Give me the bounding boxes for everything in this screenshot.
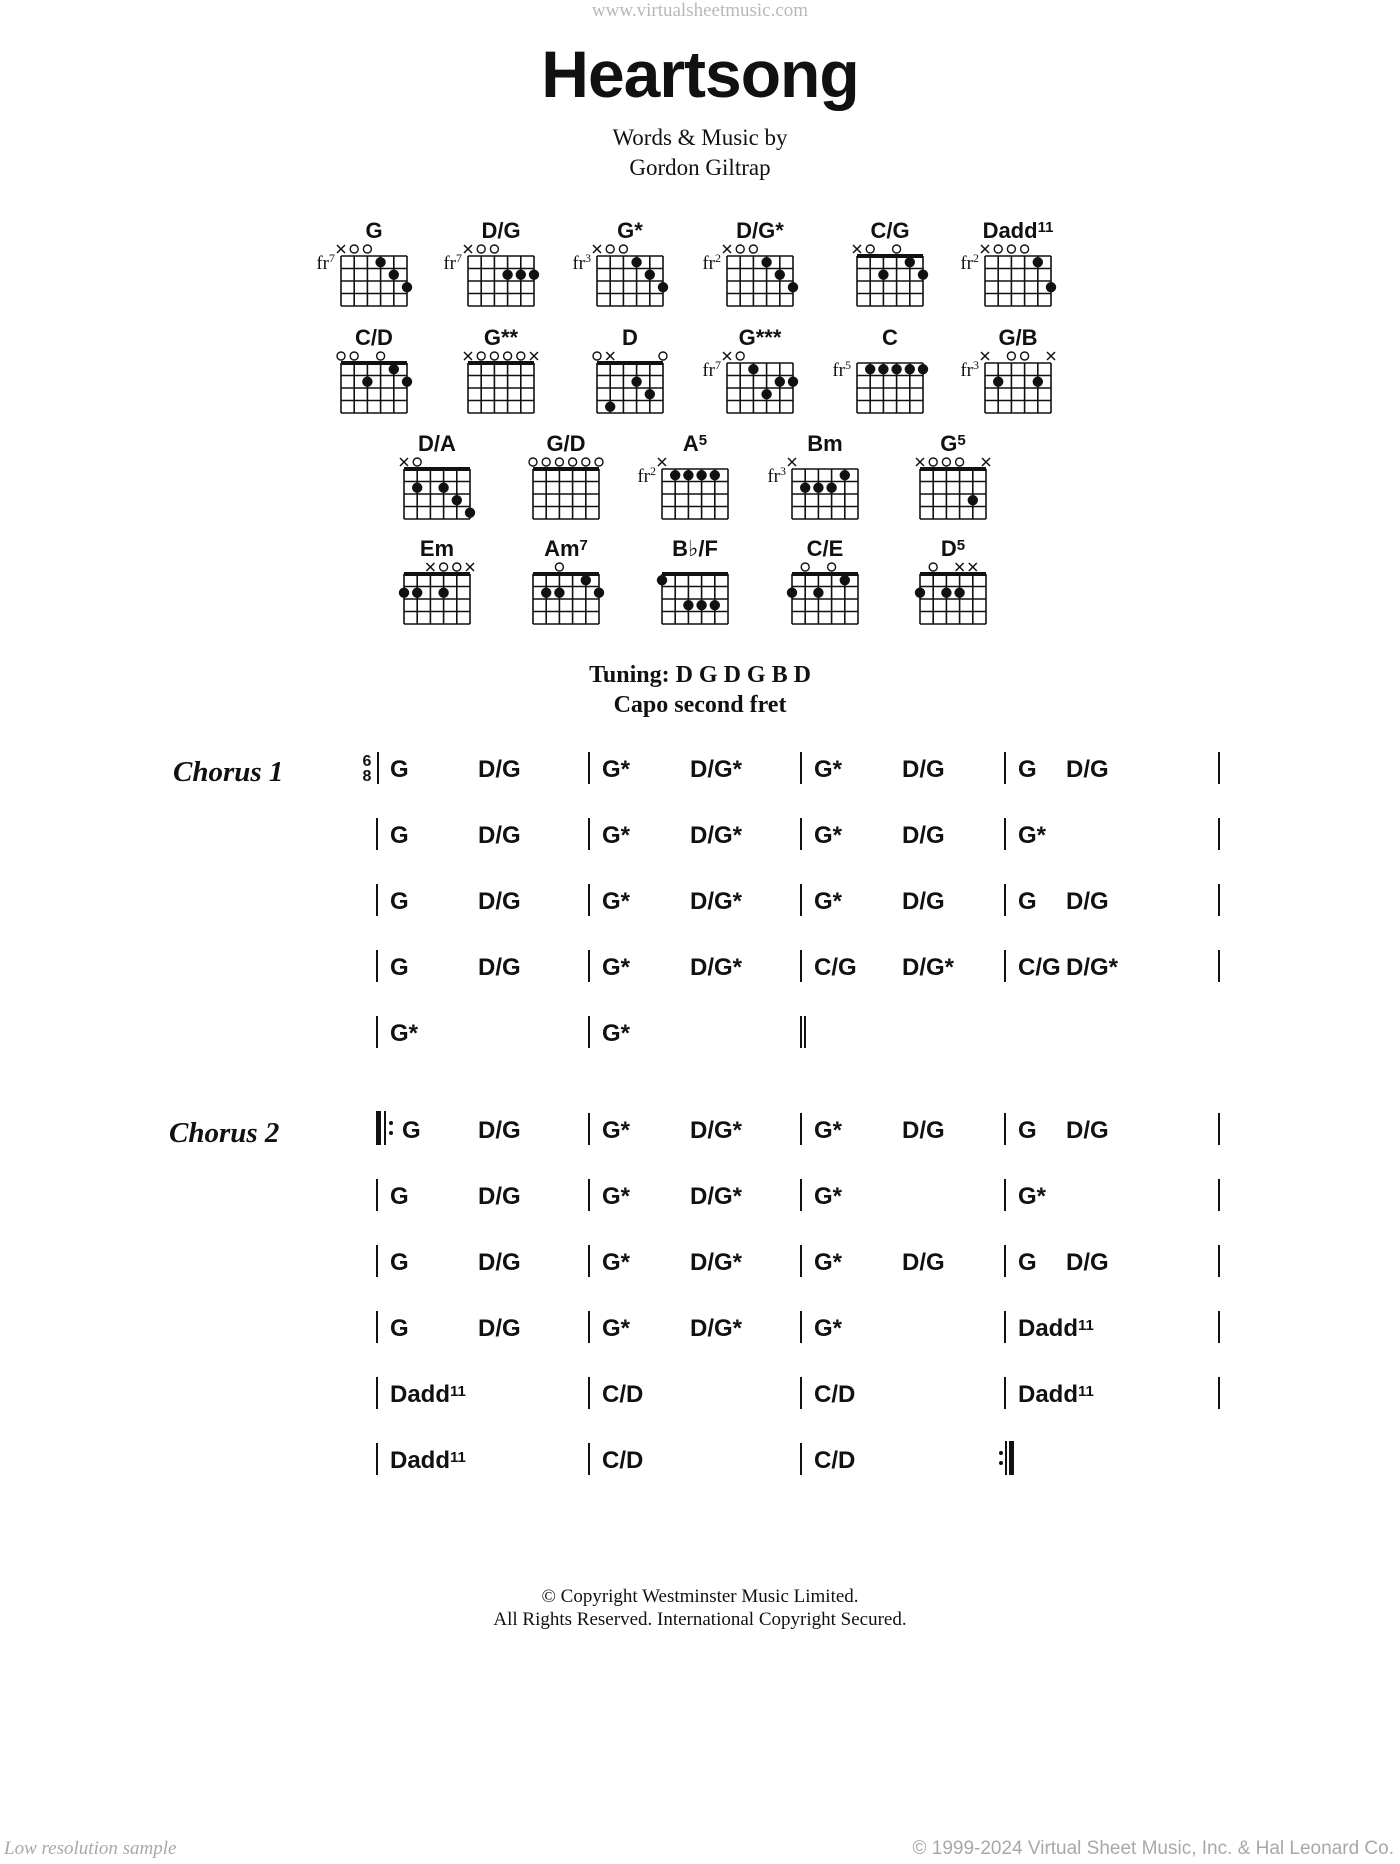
finger-dot: [605, 402, 615, 412]
finger-dot: [683, 470, 693, 480]
finger-dot: [968, 495, 978, 505]
double-barline-thin: [804, 1016, 806, 1048]
chord-symbol: D/G*: [690, 954, 743, 981]
chord-diagram-bm: [767, 431, 858, 519]
finger-dot: [375, 257, 385, 267]
chord-name: D/G*: [736, 218, 784, 243]
chord-name: G/B: [998, 325, 1038, 350]
chord-symbol: G*: [602, 1315, 631, 1342]
barline: [1218, 752, 1220, 784]
time-signature: [361, 754, 373, 784]
chord-symbol: D/G*: [690, 1183, 743, 1210]
chord-symbol: G*: [602, 756, 631, 783]
finger-dot: [516, 270, 526, 280]
chord-diagram-chart: [0, 0, 1400, 640]
barline: [376, 1443, 378, 1475]
barline: [588, 1179, 590, 1211]
chord-symbol: D/G: [478, 954, 521, 981]
barline: [800, 1377, 802, 1409]
chord-diagram-c-d: [337, 325, 412, 413]
chord-symbol: Dadd$^{11}$: [390, 1381, 466, 1408]
chord-symbol: G*: [602, 954, 631, 981]
chord-symbol: D/G: [902, 888, 945, 915]
chord-symbol: D/G: [478, 1315, 521, 1342]
finger-dot: [826, 483, 836, 493]
chord-symbol: G*: [814, 1183, 843, 1210]
chord-symbol: G*: [1018, 1183, 1047, 1210]
chord-symbol: C/D: [602, 1447, 644, 1474]
barline: [1004, 752, 1006, 784]
watermark-url: www.virtualsheetmusic.com: [591, 0, 809, 21]
finger-dot: [658, 282, 668, 292]
finger-dot: [529, 270, 539, 280]
section-label: Chorus 1: [173, 756, 284, 788]
barline: [800, 818, 802, 850]
chord-symbol: G: [390, 822, 409, 849]
barline: [1218, 884, 1220, 916]
chord-symbol: D/G*: [690, 1315, 743, 1342]
chord-name: $D^5$: [940, 536, 966, 561]
finger-dot: [918, 364, 928, 374]
barline: [800, 1113, 802, 1145]
finger-dot: [402, 282, 412, 292]
chord-name: $A^5$: [682, 431, 708, 456]
chord-symbol: G*: [814, 888, 843, 915]
fret-number: $fr^3$: [960, 358, 979, 381]
chord-symbol: D/G: [1066, 1249, 1109, 1276]
finger-dot: [541, 588, 551, 598]
chord-diagram-d: [593, 325, 667, 413]
chord-symbol: G: [402, 1117, 421, 1144]
chord-symbol: D/G*: [690, 888, 743, 915]
chord-diagram-g-star-star-star: [702, 325, 798, 413]
barline: [1004, 1377, 1006, 1409]
finger-dot: [761, 257, 771, 267]
chord-symbol: G: [390, 1249, 409, 1276]
chord-name: G**: [483, 325, 519, 350]
barline: [376, 818, 378, 850]
finger-dot: [402, 377, 412, 387]
barline: [588, 1245, 590, 1277]
finger-dot: [502, 270, 512, 280]
chord-diagram-a5: [637, 431, 728, 519]
barline: [588, 884, 590, 916]
fret-number: $fr^2$: [702, 251, 721, 274]
chord-diagram-g-d: [529, 431, 603, 519]
chord-diagram-am7: [533, 536, 604, 624]
chord-symbol: D/G: [478, 1117, 521, 1144]
finger-dot: [775, 270, 785, 280]
fret-number: $fr^5$: [832, 358, 851, 381]
barline: [1218, 1179, 1220, 1211]
chord-name: G/D: [546, 431, 586, 456]
finger-dot: [761, 389, 771, 399]
time-signature-bottom: 8: [362, 768, 372, 785]
repeat-end-thick-bar: [1009, 1441, 1014, 1475]
barline: [1004, 1179, 1006, 1211]
repeat-end-thin-bar: [1005, 1441, 1007, 1475]
chord-symbol: D/G: [902, 1117, 945, 1144]
chord-diagram-bb-f: [657, 536, 728, 624]
tuning-text: Tuning: D G D G B D: [589, 662, 811, 688]
finger-dot: [438, 588, 448, 598]
chord-name: Dadd$^{11}$: [982, 218, 1054, 243]
chord-name: Em: [419, 536, 455, 561]
chord-name: $G^5$: [940, 431, 966, 456]
chord-symbol: C/G: [814, 954, 857, 981]
finger-dot: [710, 600, 720, 610]
chord-name: C/D: [355, 325, 393, 350]
finger-dot: [389, 364, 399, 374]
barline: [1004, 1311, 1006, 1343]
time-signature-bar: [377, 752, 379, 784]
chord-symbol: Dadd$^{11}$: [1018, 1315, 1094, 1342]
chord-symbol: D/G*: [690, 1117, 743, 1144]
barline: [588, 1113, 590, 1145]
chord-symbol: G*: [1018, 822, 1047, 849]
footer-copyright: © 1999-2024 Virtual Sheet Music, Inc. & Hal Leonard Co.: [912, 1838, 1394, 1859]
page-title: Heartsong: [541, 37, 859, 111]
chord-name: C: [882, 325, 898, 350]
credit-line-2: Gordon Giltrap: [629, 155, 771, 180]
barline: [1218, 818, 1220, 850]
chord-diagram-c-g: [853, 218, 928, 306]
chord-symbol: C/D: [814, 1381, 856, 1408]
barline: [1218, 1377, 1220, 1409]
finger-dot: [775, 377, 785, 387]
chord-diagram-d-g-star: [702, 218, 798, 306]
repeat-dot: [389, 1121, 393, 1125]
chord-symbol: D/G: [1066, 888, 1109, 915]
finger-dot: [657, 575, 667, 585]
finger-dot: [438, 483, 448, 493]
chord-symbol: G*: [602, 1020, 631, 1047]
chord-symbol: C/G: [1018, 954, 1061, 981]
chord-symbol: G: [390, 1183, 409, 1210]
barline: [800, 1311, 802, 1343]
finger-dot: [362, 377, 372, 387]
time-signature-top: 6: [362, 753, 372, 770]
chord-symbol: D/G: [478, 1249, 521, 1276]
chord-diagram-g-star: [572, 218, 668, 306]
barline: [1218, 950, 1220, 982]
chord-symbol: D/G: [478, 1183, 521, 1210]
finger-dot: [800, 483, 810, 493]
finger-dot: [645, 270, 655, 280]
barline: [376, 884, 378, 916]
chord-symbol: D/G: [902, 822, 945, 849]
finger-dot: [452, 495, 462, 505]
chord-symbol: G*: [814, 822, 843, 849]
chord-diagram-g-star-star: [464, 325, 538, 413]
chord-symbol: D/G: [478, 888, 521, 915]
chord-diagram-c-e: [787, 536, 858, 624]
chord-symbol: D/G*: [690, 822, 743, 849]
copyright-line-2: All Rights Reserved. International Copyright Secured.: [493, 1609, 907, 1630]
barline: [1004, 818, 1006, 850]
chord-name: B♭/F: [672, 536, 718, 561]
chord-symbol: G: [1018, 1249, 1037, 1276]
barline: [1004, 1245, 1006, 1277]
chord-symbol: G*: [814, 1249, 843, 1276]
barline: [800, 1443, 802, 1475]
finger-dot: [993, 377, 1003, 387]
chord-symbol: G: [1018, 756, 1037, 783]
chord-symbol: G: [1018, 888, 1037, 915]
finger-dot: [915, 588, 925, 598]
finger-dot: [865, 364, 875, 374]
chord-diagram-c: [832, 325, 928, 413]
chord-name: D/G: [481, 218, 521, 243]
finger-dot: [905, 364, 915, 374]
credit-line-1: Words & Music by: [612, 125, 788, 150]
chord-symbol: D/G: [478, 756, 521, 783]
chord-name: Am$^7$: [544, 536, 588, 561]
finger-dot: [554, 588, 564, 598]
chord-symbol: G*: [602, 1117, 631, 1144]
chord-symbol: D/G: [1066, 756, 1109, 783]
chord-diagram-g-b: [960, 325, 1055, 413]
chord-symbol: D/G*: [902, 954, 955, 981]
barline: [800, 884, 802, 916]
chord-symbol: D/G: [902, 756, 945, 783]
finger-dot: [631, 257, 641, 267]
chord-symbol: D/G*: [690, 756, 743, 783]
barline: [1004, 1113, 1006, 1145]
barline: [588, 752, 590, 784]
chord-symbol: G: [390, 1315, 409, 1342]
chord-diagram-em: [399, 536, 474, 624]
barline: [588, 1016, 590, 1048]
finger-dot: [389, 270, 399, 280]
repeat-dot: [999, 1451, 1003, 1455]
finger-dot: [594, 588, 604, 598]
finger-dot: [905, 257, 915, 267]
barline: [588, 818, 590, 850]
chord-name: G: [365, 218, 383, 243]
chord-symbol: C/D: [814, 1447, 856, 1474]
chord-symbol: G: [390, 954, 409, 981]
fret-number: $fr^3$: [572, 251, 591, 274]
chord-symbol: G*: [814, 1117, 843, 1144]
chord-name: D/A: [418, 431, 456, 456]
finger-dot: [683, 600, 693, 610]
fret-number: $fr^2$: [637, 464, 656, 487]
finger-dot: [813, 483, 823, 493]
chord-diagram-d5: [915, 536, 986, 624]
chord-name: D: [622, 325, 638, 350]
chord-symbol: G*: [390, 1020, 419, 1047]
finger-dot: [399, 588, 409, 598]
barline: [800, 752, 802, 784]
barline: [376, 1311, 378, 1343]
finger-dot: [840, 575, 850, 585]
finger-dot: [581, 575, 591, 585]
finger-dot: [412, 588, 422, 598]
fret-number: $fr^7$: [702, 358, 721, 381]
finger-dot: [813, 588, 823, 598]
fret-number: $fr^2$: [960, 251, 979, 274]
finger-dot: [954, 588, 964, 598]
chord-symbol: D/G*: [690, 1249, 743, 1276]
finger-dot: [1033, 377, 1043, 387]
finger-dot: [788, 282, 798, 292]
finger-dot: [748, 364, 758, 374]
chord-symbol: D/G*: [1066, 954, 1119, 981]
chord-symbol: Dadd$^{11}$: [390, 1447, 466, 1474]
chord-symbol: G*: [814, 1315, 843, 1342]
barline: [376, 1016, 378, 1048]
chord-symbol: G*: [602, 1183, 631, 1210]
chord-name: C/G: [870, 218, 910, 243]
capo-text: Capo second fret: [613, 692, 787, 718]
finger-dot: [645, 389, 655, 399]
copyright-line-1: © Copyright Westminster Music Limited.: [541, 1586, 859, 1607]
finger-dot: [878, 364, 888, 374]
finger-dot: [670, 470, 680, 480]
finger-dot: [696, 600, 706, 610]
chord-name: G*: [617, 218, 643, 243]
finger-dot: [1046, 282, 1056, 292]
barline: [376, 1245, 378, 1277]
chord-name: G***: [738, 325, 782, 350]
barline: [376, 1377, 378, 1409]
chord-symbol: G*: [814, 756, 843, 783]
finger-dot: [1033, 257, 1043, 267]
chord-symbol: G*: [602, 888, 631, 915]
finger-dot: [631, 377, 641, 387]
finger-dot: [840, 470, 850, 480]
chord-symbol: D/G: [478, 822, 521, 849]
barline: [800, 1179, 802, 1211]
chord-symbol: D/G: [902, 1249, 945, 1276]
chord-symbol: G: [1018, 1117, 1037, 1144]
barline: [376, 950, 378, 982]
chord-symbol: D/G: [1066, 1117, 1109, 1144]
barline: [1004, 950, 1006, 982]
finger-dot: [787, 588, 797, 598]
chord-diagram-d-a: [400, 431, 475, 519]
barline: [1218, 1311, 1220, 1343]
finger-dot: [941, 588, 951, 598]
chord-name: C/E: [806, 536, 844, 561]
fret-number: $fr^3$: [767, 464, 786, 487]
chord-symbol: Dadd$^{11}$: [1018, 1381, 1094, 1408]
low-resolution-notice: Low resolution sample: [4, 1838, 177, 1859]
barline: [588, 950, 590, 982]
repeat-dot: [999, 1461, 1003, 1465]
finger-dot: [412, 483, 422, 493]
fret-number: $fr^7$: [316, 251, 335, 274]
barline: [1218, 1245, 1220, 1277]
chord-symbol: G: [390, 756, 409, 783]
repeat-start-thick-bar: [376, 1111, 381, 1145]
finger-dot: [918, 270, 928, 280]
finger-dot: [465, 508, 475, 518]
finger-dot: [891, 364, 901, 374]
chord-symbol: G: [390, 888, 409, 915]
barline: [588, 1311, 590, 1343]
finger-dot: [710, 470, 720, 480]
finger-dot: [788, 377, 798, 387]
repeat-dot: [389, 1131, 393, 1135]
barline: [1004, 884, 1006, 916]
barline: [588, 1443, 590, 1475]
barline: [800, 950, 802, 982]
chord-name: Bm: [807, 431, 843, 456]
chord-diagram-g5: [916, 431, 990, 519]
double-barline-thin: [800, 1016, 802, 1048]
chord-symbol: G*: [602, 1249, 631, 1276]
barline: [800, 1245, 802, 1277]
chord-diagram-g: [316, 218, 412, 306]
finger-dot: [696, 470, 706, 480]
barline: [588, 1377, 590, 1409]
section-label: Chorus 2: [169, 1117, 280, 1149]
chord-diagram-d-g: [443, 218, 539, 306]
finger-dot: [878, 270, 888, 280]
chord-diagram-dadd11: [960, 218, 1056, 306]
chord-symbol: C/D: [602, 1381, 644, 1408]
chord-symbol: G*: [602, 822, 631, 849]
barline: [376, 1179, 378, 1211]
barline: [1218, 1113, 1220, 1145]
repeat-start-thin-bar: [384, 1111, 386, 1145]
fret-number: $fr^7$: [443, 251, 462, 274]
